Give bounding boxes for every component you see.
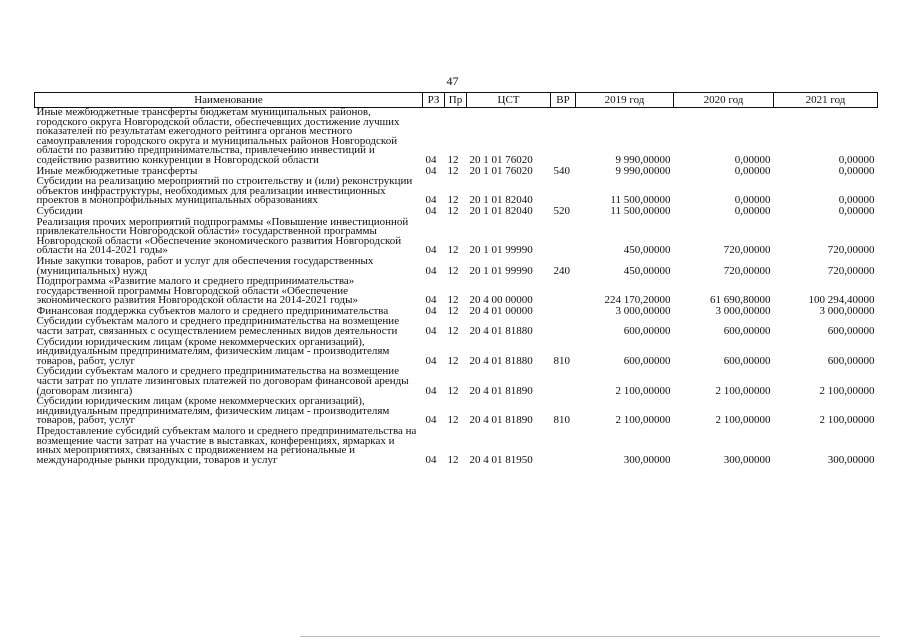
row-value-2021: 0,00000 — [838, 153, 875, 166]
row-value-2019: 600,00000 — [623, 325, 671, 338]
row-value-2020: 2 100,00000 — [715, 414, 771, 427]
header-rz: РЗ — [423, 93, 445, 108]
row-value-2021: 0,00000 — [838, 194, 875, 207]
row-cst: 20 4 01 00000 — [469, 304, 533, 317]
row-cst: 20 1 01 82040 — [469, 194, 533, 207]
row-vr: 540 — [553, 164, 570, 177]
row-name: Иные межбюджетные трансферты бюджетам муниципальных районов, городского округа Новгородской области, обеспечевщих достижение лучших показателей по результатам ежегодного рейтинга органов местного самоуправления городского округа и муниципальных районов Новгородской области по развитию предпринимательства, привлечению инвестиций и содействию развитию конкуренции в Новгородской области — [36, 106, 400, 166]
row-name: Реализация прочих мероприятий подпрограммы «Повышение инвестиционной привлекательности Новгородской области» государственной программы Новгородской области «Обеспечение экономического развития Новгородской области на 2014-2021 годы» — [36, 215, 409, 257]
row-pr: 12 — [447, 294, 459, 307]
table-row — [35, 257, 878, 277]
row-rz: 04 — [425, 354, 437, 367]
row-value-2021: 3 000,00000 — [819, 304, 875, 317]
row-vr: 240 — [553, 264, 570, 277]
row-cst: 20 4 01 81890 — [469, 384, 533, 397]
header-name: Наименование — [35, 93, 423, 108]
row-value-2019: 3 000,00000 — [615, 304, 671, 317]
table-row — [35, 397, 878, 427]
table-row — [35, 108, 878, 167]
row-cst: 20 1 01 76020 — [469, 164, 533, 177]
row-value-2020: 300,00000 — [723, 453, 771, 466]
row-vr — [551, 427, 576, 466]
row-name: Субсидии — [36, 204, 83, 217]
row-vr — [551, 277, 576, 307]
row-cst: 20 4 00 00000 — [469, 294, 533, 307]
row-value-2021: 0,00000 — [838, 164, 875, 177]
row-value-2019: 450,00000 — [623, 244, 671, 257]
row-rz: 04 — [425, 153, 437, 166]
table-row — [35, 177, 878, 207]
row-value-2019: 300,00000 — [623, 453, 671, 466]
row-name: Субсидии на реализацию мероприятий по строительству и (или) реконструкции объектов инфраструктуры, необходимых для реализации инвестиционных проектов в монопрофильных муниципальных образованиях — [36, 175, 413, 207]
row-value-2020: 61 690,80000 — [710, 294, 771, 307]
row-vr: 520 — [553, 204, 570, 217]
row-pr: 12 — [447, 453, 459, 466]
row-value-2020: 720,00000 — [723, 264, 771, 277]
row-vr — [551, 317, 576, 337]
row-pr: 12 — [447, 304, 459, 317]
row-name: Субсидии субъектам малого и среднего предпринимательства на возмещение части затрат по уплате лизинговых платежей по договорам финансовой аренды (договорам лизинга) — [36, 365, 409, 397]
budget-table — [34, 92, 878, 466]
row-value-2019: 11 500,00000 — [610, 204, 671, 217]
row-rz: 04 — [425, 453, 437, 466]
row-name: Субсидии юридическим лицам (кроме некоммерческих организаций), индивидуальным предпринимателям, физическим лицам - производителям товаров, работ, услуг — [36, 335, 390, 367]
row-name: Иные закупки товаров, работ и услуг для обеспечения государственных (муниципальных) нужд — [36, 254, 374, 277]
row-value-2021: 720,00000 — [827, 264, 875, 277]
row-value-2020: 600,00000 — [723, 325, 771, 338]
row-value-2020: 0,00000 — [734, 204, 771, 217]
row-rz: 04 — [425, 384, 437, 397]
row-pr: 12 — [447, 153, 459, 166]
row-cst: 20 1 01 99990 — [469, 244, 533, 257]
row-value-2020: 2 100,00000 — [715, 384, 771, 397]
row-name: Подпрограмма «Развитие малого и среднего предпринимательства» государственной программы Новгородской области «Обеспечение экономического развития Новгородской области на 2014-2021 годы» — [36, 275, 359, 307]
row-value-2020: 0,00000 — [734, 164, 771, 177]
row-name: Иные межбюджетные трансферты — [36, 164, 198, 177]
row-vr — [551, 218, 576, 257]
row-cst: 20 1 01 76020 — [469, 153, 533, 166]
row-cst: 20 4 01 81880 — [469, 325, 533, 338]
row-rz: 04 — [425, 294, 437, 307]
header-cst: ЦСТ — [467, 93, 551, 108]
row-value-2019: 9 990,00000 — [615, 164, 671, 177]
row-vr — [551, 177, 576, 207]
row-value-2020: 0,00000 — [734, 194, 771, 207]
row-value-2021: 2 100,00000 — [819, 384, 875, 397]
row-value-2021: 300,00000 — [827, 453, 875, 466]
row-vr — [551, 108, 576, 167]
header-2019: 2019 год — [576, 93, 674, 108]
table-row — [35, 338, 878, 368]
row-cst: 20 4 01 81890 — [469, 414, 533, 427]
row-value-2019: 2 100,00000 — [615, 414, 671, 427]
row-pr: 12 — [447, 204, 459, 217]
table-row — [35, 367, 878, 397]
row-value-2021: 100 294,40000 — [808, 294, 875, 307]
header-vr: ВР — [551, 93, 576, 108]
row-value-2021: 720,00000 — [827, 244, 875, 257]
row-cst: 20 4 01 81880 — [469, 354, 533, 367]
table-row — [35, 277, 878, 307]
row-name: Финансовая поддержка субъектов малого и среднего предпринимательства — [36, 304, 389, 317]
row-rz: 04 — [425, 244, 437, 257]
row-pr: 12 — [447, 414, 459, 427]
row-rz: 04 — [425, 264, 437, 277]
table-body — [35, 108, 878, 467]
row-rz: 04 — [425, 204, 437, 217]
header-2021: 2021 год — [774, 93, 878, 108]
table-row — [35, 427, 878, 466]
page-number: 47 — [446, 74, 459, 88]
row-value-2021: 600,00000 — [827, 354, 875, 367]
row-rz: 04 — [425, 325, 437, 338]
row-cst: 20 1 01 82040 — [469, 204, 533, 217]
row-name: Субсидии юридическим лицам (кроме некоммерческих организаций), индивидуальным предпринимателям, физическим лицам - производителям товаров, работ, услуг — [36, 395, 390, 427]
row-vr — [551, 367, 576, 397]
row-vr — [551, 307, 576, 318]
row-pr: 12 — [447, 384, 459, 397]
row-name: Субсидии субъектам малого и среднего предпринимательства на возмещение части затрат, связанных с осуществлением ремесленных видов деятельности — [36, 315, 400, 338]
row-rz: 04 — [425, 194, 437, 207]
row-value-2019: 11 500,00000 — [610, 194, 671, 207]
row-cst: 20 1 01 99990 — [469, 264, 533, 277]
row-cst: 20 4 01 81950 — [469, 453, 533, 466]
row-pr: 12 — [447, 264, 459, 277]
row-vr: 810 — [553, 354, 570, 367]
row-pr: 12 — [447, 194, 459, 207]
row-pr: 12 — [447, 354, 459, 367]
row-pr: 12 — [447, 164, 459, 177]
row-value-2020: 720,00000 — [723, 244, 771, 257]
row-value-2019: 9 990,00000 — [615, 153, 671, 166]
row-value-2020: 3 000,00000 — [715, 304, 771, 317]
row-rz: 04 — [425, 414, 437, 427]
row-vr: 810 — [553, 414, 570, 427]
row-value-2021: 600,00000 — [827, 325, 875, 338]
row-value-2020: 0,00000 — [734, 153, 771, 166]
row-name: Предоставление субсидий субъектам малого и среднего предпринимательства на возмещение части затрат на участие в выставках, конференциях, ярмарках и иных мероприятиях, связанных с продвижением на региональные и международные рынки продукции, товаров и услуг — [36, 425, 417, 466]
table-row — [35, 317, 878, 337]
row-value-2020: 600,00000 — [723, 354, 771, 367]
row-value-2019: 600,00000 — [623, 354, 671, 367]
row-pr: 12 — [447, 325, 459, 338]
header-2020: 2020 год — [674, 93, 774, 108]
row-value-2019: 450,00000 — [623, 264, 671, 277]
row-rz: 04 — [425, 304, 437, 317]
row-pr: 12 — [447, 244, 459, 257]
row-value-2021: 2 100,00000 — [819, 414, 875, 427]
row-value-2021: 0,00000 — [838, 204, 875, 217]
row-value-2019: 224 170,20000 — [604, 294, 671, 307]
row-value-2019: 2 100,00000 — [615, 384, 671, 397]
bottom-rule — [300, 636, 880, 637]
header-pr: Пр — [445, 93, 467, 108]
table-row — [35, 218, 878, 257]
row-rz: 04 — [425, 164, 437, 177]
